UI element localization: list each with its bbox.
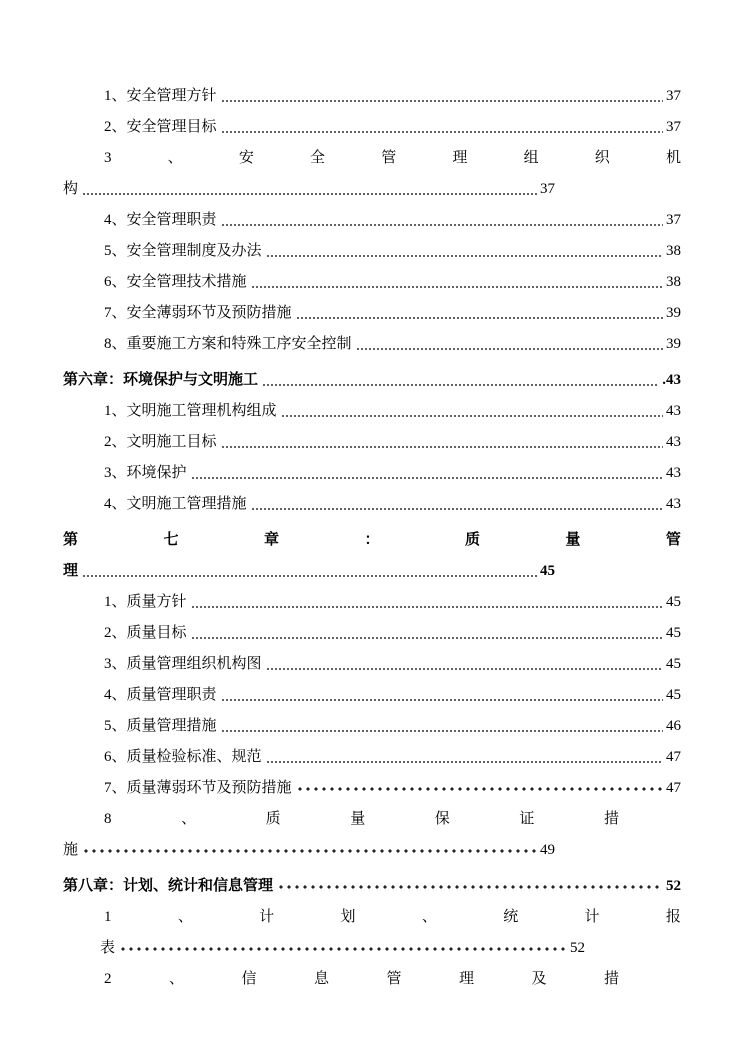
toc-leader-dots [221, 426, 663, 457]
toc-page-number: 47 [666, 749, 681, 765]
toc-page-number: 37 [666, 212, 681, 228]
toc-entry-text: 第 七 章 ： 质 量 管 [63, 532, 681, 548]
toc-page-number: 45 [666, 656, 681, 672]
toc-entry-text: 3、环境保护 [104, 465, 187, 481]
toc-entry[interactable] [63, 524, 681, 555]
toc-page-number: 37 [666, 119, 681, 135]
toc-entry[interactable] [63, 555, 555, 586]
toc-page-number: 43 [666, 434, 681, 450]
toc-leader-dots [277, 870, 663, 901]
toc-leader-dots [266, 741, 663, 772]
toc-leader-dots [191, 457, 663, 488]
toc-leader-dots [356, 328, 663, 359]
toc-entry[interactable] [63, 204, 681, 235]
toc-leader-dots [82, 173, 537, 204]
toc-leader-dots [281, 395, 663, 426]
toc-entry-text: 3 、 安 全 管 理 组 织 机 [104, 150, 681, 166]
toc-entry-text: 3、质量管理组织机构图 [104, 656, 262, 672]
toc-entry-text: 8 、 质 量 保 证 措 [104, 811, 619, 827]
toc-entry[interactable] [63, 235, 681, 266]
toc-page-number: 52 [666, 878, 681, 894]
toc-entry-text: 表 [100, 940, 116, 956]
toc-page-number: .43 [662, 372, 681, 388]
toc-entry[interactable] [63, 395, 681, 426]
toc-page-number: 47 [666, 780, 681, 796]
toc-entry[interactable] [63, 679, 681, 710]
toc-entry[interactable] [63, 488, 681, 519]
toc-entry-text: 6、质量检验标准、规范 [104, 749, 262, 765]
toc-entry[interactable] [63, 111, 681, 142]
toc-page-number: 45 [666, 594, 681, 610]
toc-leader-dots [262, 364, 659, 395]
toc-leader-dots [119, 932, 567, 963]
toc-entry[interactable] [63, 457, 681, 488]
toc-page-number: 43 [666, 465, 681, 481]
toc-entry-text: 4、质量管理职责 [104, 687, 217, 703]
toc-entry[interactable] [63, 297, 681, 328]
toc-entry-text: 6、安全管理技术措施 [104, 274, 247, 290]
toc-page-number: 38 [666, 243, 681, 259]
toc-entry[interactable] [63, 901, 681, 932]
toc-entry[interactable] [63, 710, 681, 741]
toc-entry-text: 1、质量方针 [104, 594, 187, 610]
toc-entry[interactable] [63, 426, 681, 457]
toc-entry[interactable] [63, 932, 585, 963]
toc-leader-dots [221, 80, 663, 111]
toc-entry-text: 1 、 计 划 、 统 计 报 [104, 909, 681, 925]
toc-page-number: 39 [666, 336, 681, 352]
toc-entry[interactable] [63, 80, 681, 111]
toc-leader-dots [191, 617, 663, 648]
toc-leader-dots [296, 772, 663, 803]
toc-entry-text: 1、安全管理方针 [104, 88, 217, 104]
toc-page-number: 37 [540, 181, 555, 197]
toc-entry-text: 2 、 信 息 管 理 及 措 [104, 971, 619, 987]
toc-page-number: 38 [666, 274, 681, 290]
toc-entry[interactable] [63, 173, 555, 204]
toc-entry-text: 第六章：环境保护与文明施工 [63, 372, 259, 388]
toc-entry-text: 2、质量目标 [104, 625, 187, 641]
toc-leader-dots [251, 266, 663, 297]
toc-page-number: 43 [666, 403, 681, 419]
toc-entry-text: 4、文明施工管理措施 [104, 496, 247, 512]
toc-page-number: 46 [666, 718, 681, 734]
toc-entry-text: 7、安全薄弱环节及预防措施 [104, 305, 292, 321]
toc-entry-text: 1、文明施工管理机构组成 [104, 403, 277, 419]
toc-page-number: 45 [540, 563, 555, 579]
toc-entry[interactable] [63, 648, 681, 679]
toc-entry[interactable] [63, 741, 681, 772]
toc-leader-dots [191, 586, 663, 617]
toc-entry[interactable] [63, 963, 619, 994]
toc-page-number: 43 [666, 496, 681, 512]
toc-leader-dots [266, 648, 663, 679]
toc-page-number: 52 [570, 940, 585, 956]
toc-leader-dots [251, 488, 663, 519]
toc-leader-dots [82, 834, 537, 865]
toc-entry-text: 5、质量管理措施 [104, 718, 217, 734]
toc-leader-dots [221, 679, 663, 710]
toc-leader-dots [296, 297, 663, 328]
toc-entry-text: 2、安全管理目标 [104, 119, 217, 135]
toc-entry-text: 施 [63, 842, 79, 858]
toc-entry-text: 7、质量薄弱环节及预防措施 [104, 780, 292, 796]
toc-leader-dots [221, 710, 663, 741]
toc-entry[interactable] [63, 617, 681, 648]
toc-entry[interactable] [63, 772, 681, 803]
toc-leader-dots [266, 235, 663, 266]
toc-entry-text: 8、重要施工方案和特殊工序安全控制 [104, 336, 352, 352]
toc-list [63, 80, 681, 994]
toc-entry[interactable] [63, 586, 681, 617]
toc-entry-text: 第八章：计划、统计和信息管理 [63, 878, 274, 894]
toc-entry[interactable] [63, 364, 681, 395]
toc-leader-dots [82, 555, 537, 586]
toc-entry[interactable] [63, 870, 681, 901]
toc-leader-dots [221, 111, 663, 142]
toc-entry[interactable] [63, 803, 619, 834]
toc-entry-text: 理 [63, 563, 79, 579]
toc-entry-text: 2、文明施工目标 [104, 434, 217, 450]
toc-leader-dots [221, 204, 663, 235]
toc-entry[interactable] [63, 328, 681, 359]
toc-entry[interactable] [63, 266, 681, 297]
toc-page-number: 49 [540, 842, 555, 858]
toc-entry[interactable] [63, 834, 555, 865]
toc-page-number: 45 [666, 687, 681, 703]
toc-entry[interactable] [63, 142, 681, 173]
toc-entry-text: 5、安全管理制度及办法 [104, 243, 262, 259]
toc-entry-text: 构 [63, 181, 79, 197]
toc-page-number: 39 [666, 305, 681, 321]
toc-page-number: 45 [666, 625, 681, 641]
toc-entry-text: 4、安全管理职责 [104, 212, 217, 228]
toc-page-number: 37 [666, 88, 681, 104]
